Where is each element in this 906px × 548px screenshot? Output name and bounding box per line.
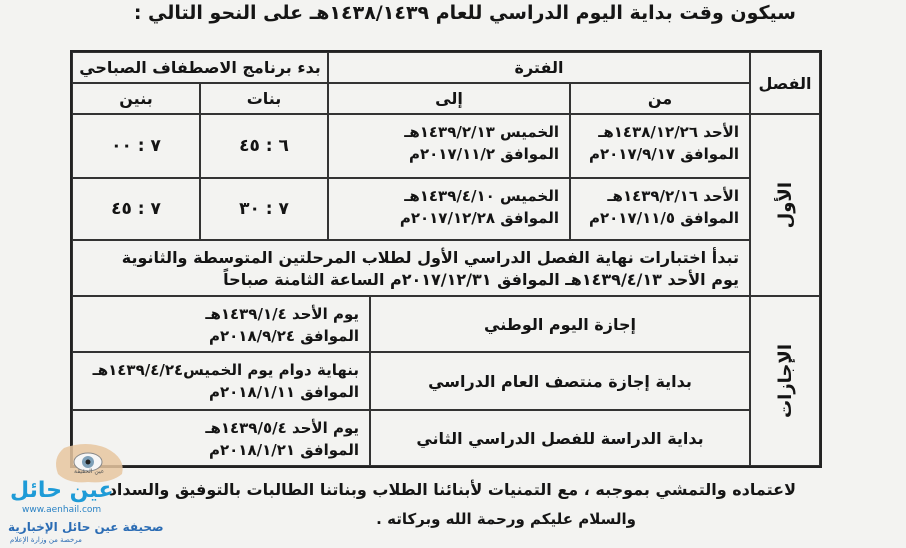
table-row-2-from: الأحد ١٤٣٩/٢/١٦هـ الموافق ٢٠١٧/١١/٥م [570, 178, 750, 240]
holidays-label: الإجازات [750, 296, 820, 466]
holiday-1-name: إجازة اليوم الوطني [370, 296, 750, 352]
header-period: الفترة [328, 52, 750, 83]
watermark-tagline: عين الحقيقة [74, 468, 105, 475]
header-girls: بنات [200, 83, 328, 114]
intro-text: سيكون وقت بداية اليوم الدراسي للعام ١٤٣٨/١٤٣٩هـ على النحو التالي : [133, 2, 796, 24]
table-row-2-girls: ٧ : ٣٠ [200, 178, 328, 240]
watermark-site: www.aenhail.com [22, 505, 102, 515]
watermark-license: مرخصة من وزارة الإعلام [10, 536, 82, 544]
holiday-3-name: بداية الدراسة للفصل الدراسي الثاني [370, 410, 750, 466]
holiday-2-name: بداية إجازة منتصف العام الدراسي [370, 352, 750, 410]
exam-notice: تبدأ اختبارات نهاية الفصل الدراسي الأول لطلاب المرحلتين المتوسطة والثانوية يوم الأحد ١٤٣٩/٤/١٣هـ الموافق ٢٠١٧/١٢/٣١م الساعة الثامنة صباحاً [72, 240, 750, 296]
table-row-2-boys: ٧ : ٤٥ [72, 178, 200, 240]
holiday-2-date: بنهاية دوام يوم الخميس١٤٣٩/٤/٢٤هـ الموافق ٢٠١٨/١/١١م [72, 352, 370, 410]
watermark-brand: عين حائل [10, 478, 114, 503]
table-row-1-from: الأحد ١٤٣٨/١٢/٢٦هـ الموافق ٢٠١٧/٩/١٧م [570, 114, 750, 178]
header-to: إلى [328, 83, 570, 114]
table-row-1-girls: ٦ : ٤٥ [200, 114, 328, 178]
holiday-1-date: يوم الأحد ١٤٣٩/١/٤هـ الموافق ٢٠١٨/٩/٢٤م [72, 296, 370, 352]
table-row-1-to: الخميس ١٤٣٩/٢/١٣هـ الموافق ٢٠١٧/١١/٢م [328, 114, 570, 178]
holiday-3-date: يوم الأحد ١٤٣٩/٥/٤هـ الموافق ٢٠١٨/١/٢١م [72, 410, 370, 466]
watermark-name: صحيفة عين حائل الإخبارية [8, 520, 164, 534]
term-label: الأول [750, 114, 820, 296]
table-row-1-boys: ٧ : ٠٠ [72, 114, 200, 178]
table-row-2-to: الخميس ١٤٣٩/٤/١٠هـ الموافق ٢٠١٧/١٢/٢٨م [328, 178, 570, 240]
header-boys: بنين [72, 83, 200, 114]
closing-line-2: والسلام عليكم ورحمة الله وبركاته . [376, 510, 636, 528]
closing-line-1: لاعتماده والتمشي بموجبه ، مع التمنيات لأبنائنا الطلاب وبناتنا الطالبات بالتوفيق والسداد [108, 480, 796, 499]
header-from: من [570, 83, 750, 114]
schedule-table [70, 50, 822, 468]
header-term: الفصل [750, 52, 820, 114]
header-program: بدء برنامج الاصطفاف الصباحي [72, 52, 328, 83]
